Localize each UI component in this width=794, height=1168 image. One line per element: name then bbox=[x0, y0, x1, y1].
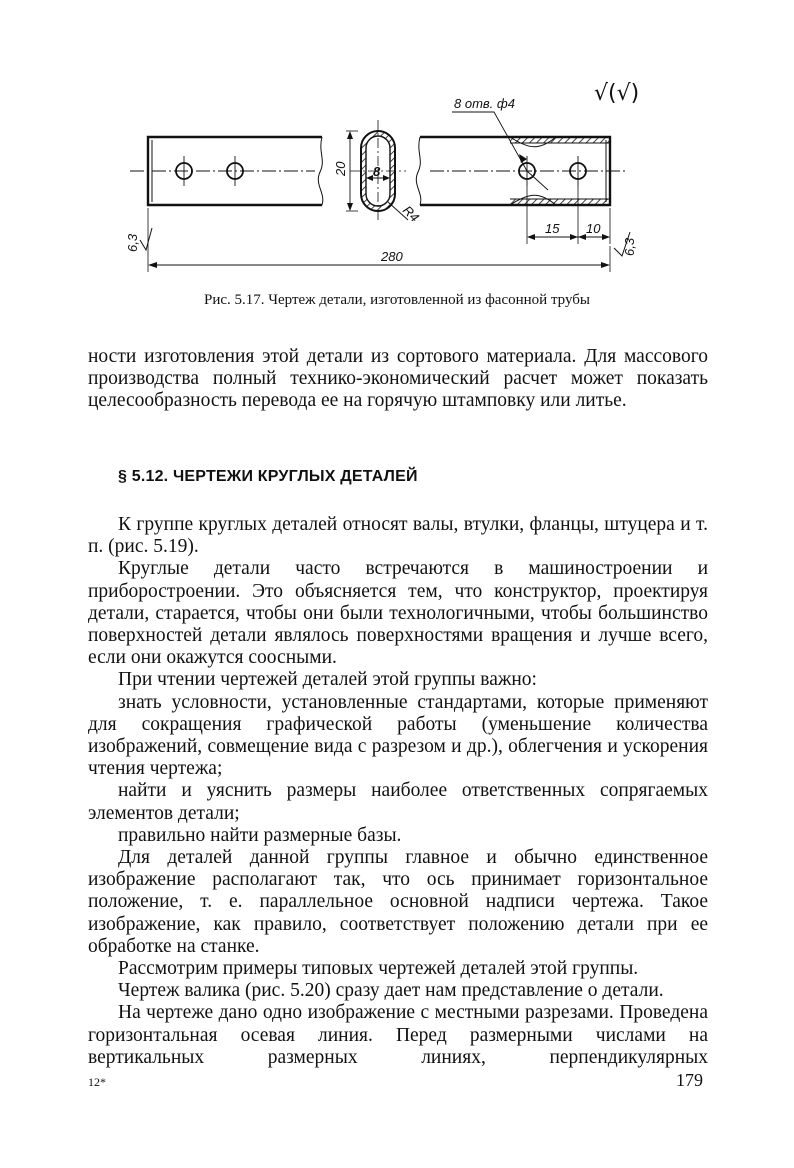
leader-arrowhead bbox=[519, 154, 527, 163]
paragraph: ности изготовления этой детали из сортового материала. Для массового производства полный технико-экономический расчет может показать целесообразность перевода ее на горячую штамповку или литье. bbox=[88, 346, 708, 412]
roughness-sign-left bbox=[140, 228, 152, 250]
paragraph: Круглые детали часто встречаются в машиностроении и приборостроении. Это объясняется тем, что конструктор, проектируя детали, старается, чтобы они были технологичными, чтобы большинство поверхностей детали являлось поверхностями вращения и лучше всего, если они окажутся соосными. bbox=[88, 558, 708, 669]
height-dimension-label: 20 bbox=[333, 161, 348, 176]
paragraph: Чертеж валика (рис. 5.20) сразу дает нам представление о детали. bbox=[118, 980, 664, 1002]
pitch-dimension-label: 15 bbox=[545, 221, 560, 236]
signature-mark: 12* bbox=[88, 1075, 106, 1089]
list-item: знать условности, установленные стандартами, которые применяют для сокращения графической работы (уменьшение количества изображений, совмещение вида с разрезом и др.), облегчения и ускорения чтения чертежа; bbox=[88, 691, 708, 780]
overall-length-dimension bbox=[148, 208, 610, 272]
paragraph: К группе круглых деталей относят валы, втулки, фланцы, штуцера и т. п. (рис. 5.19). bbox=[88, 514, 708, 558]
finish-right-label: 6,3 bbox=[622, 237, 637, 256]
holes-label: 8 отв. ф4 bbox=[454, 96, 516, 111]
technical-drawing bbox=[0, 0, 794, 280]
bar-left-view bbox=[130, 137, 323, 205]
edge-dimension-label: 10 bbox=[586, 221, 601, 236]
section-heading: § 5.12. ЧЕРТЕЖИ КРУГЛЫХ ДЕТАЛЕЙ bbox=[118, 468, 418, 485]
page-number: 179 bbox=[676, 1070, 703, 1090]
roughness-symbol: √(√) bbox=[594, 81, 640, 106]
radius-label: R4 bbox=[399, 202, 423, 225]
paragraph: Рассмотрим примеры типовых чертежей деталей этой группы. bbox=[118, 958, 639, 980]
width-dimension-label: 8 bbox=[373, 164, 381, 179]
text-block-main bbox=[88, 514, 708, 1069]
finish-left-label: 6,3 bbox=[125, 233, 140, 252]
paragraph: Для деталей данной группы главное и обычно единственное изображение располагают так, что ось принимает горизонтальное положение, т. е. параллельное основной надписи чертежа. Такое изображение, как правило, соответствует положению детали при ее обработке на станке. bbox=[88, 847, 708, 957]
paragraph: При чтении чертежей деталей этой группы важно: bbox=[118, 669, 537, 691]
length-dimension-label: 280 bbox=[381, 249, 403, 264]
list-item: найти и уяснить размеры наиболее ответственных сопрягаемых элементов детали; bbox=[88, 780, 708, 824]
paragraph: На чертеже дано одно изображение с местными разрезами. Проведена горизонтальная осевая линия. Перед размерными числами на вертикальных размерных линиях, перпендикулярных bbox=[88, 1002, 708, 1068]
figure-caption: Рис. 5.17. Чертеж детали, изготовленной из фасонной трубы bbox=[203, 292, 590, 308]
text-block-top bbox=[88, 346, 708, 413]
list-item: правильно найти размерные базы. bbox=[118, 824, 402, 846]
